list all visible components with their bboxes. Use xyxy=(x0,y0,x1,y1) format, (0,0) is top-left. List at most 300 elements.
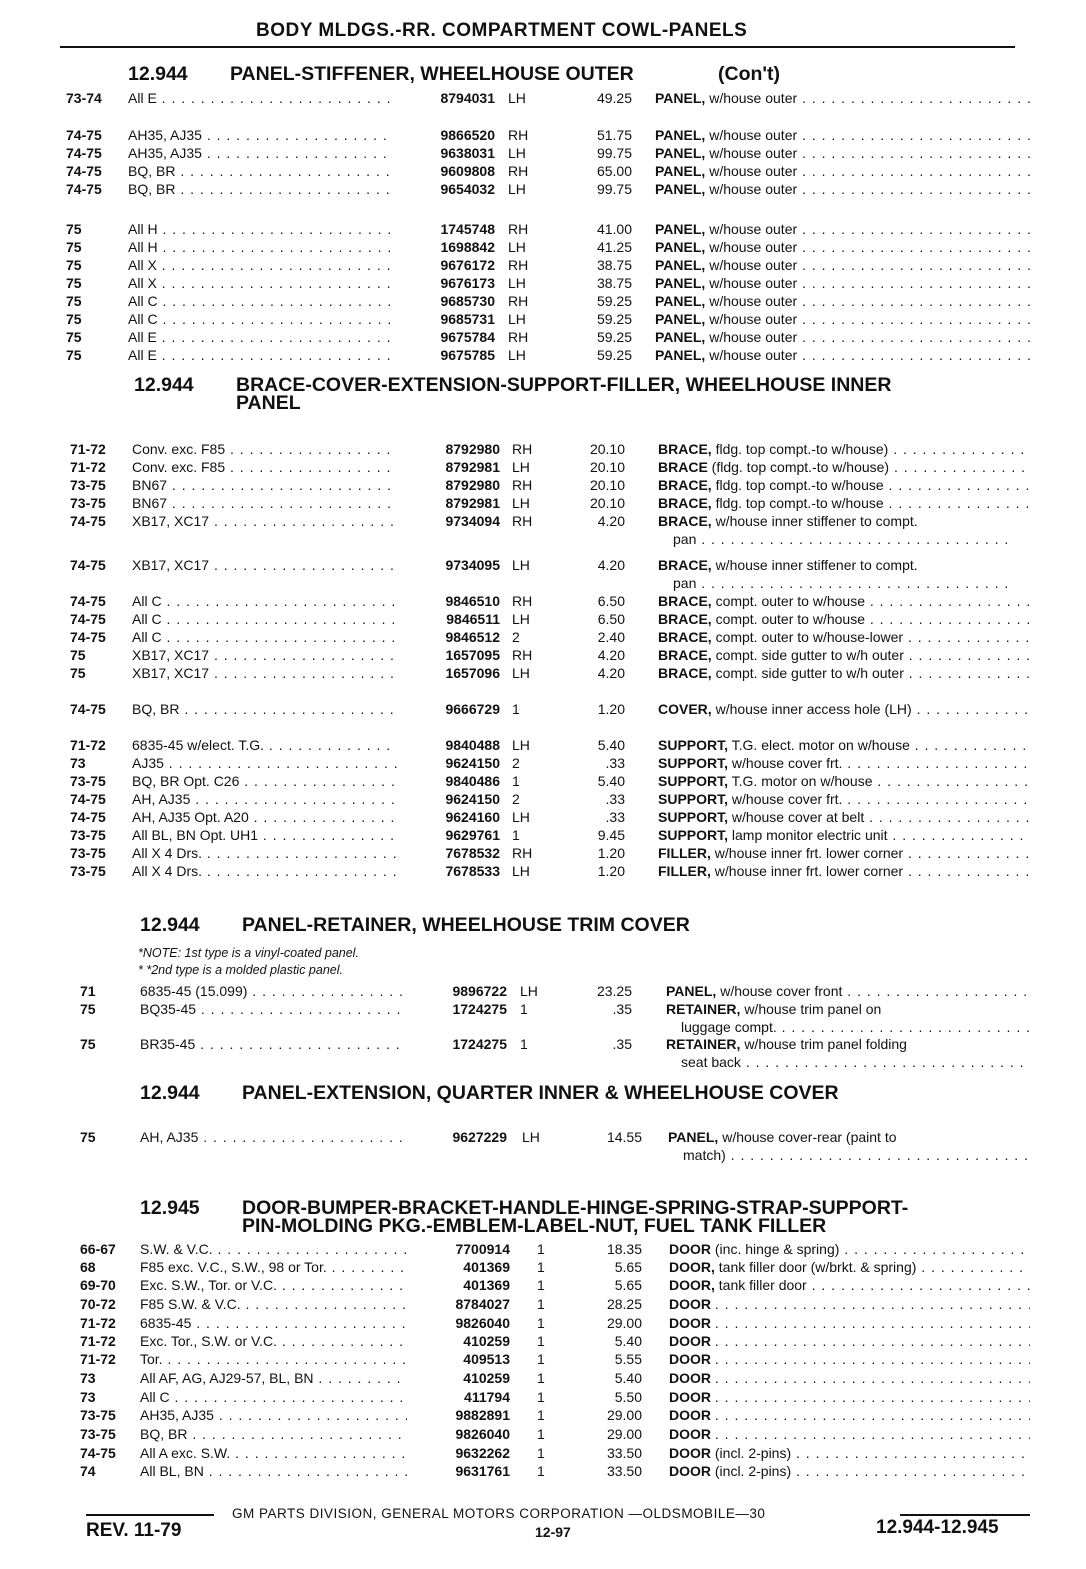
description-keyword: DOOR xyxy=(669,1426,711,1442)
description-text: compt. outer to w/house-lower . . . xyxy=(716,629,1030,645)
part-number: 9624160 xyxy=(445,809,500,825)
description-keyword: PANEL, xyxy=(655,257,706,273)
section-name: PANEL-RETAINER, WHEELHOUSE TRIM COVER xyxy=(242,914,690,936)
description-text: w/house outer . . . xyxy=(709,293,1030,309)
description-continuation: match) . . . xyxy=(683,1146,1030,1164)
model-year: 74-75 xyxy=(70,513,106,529)
part-number: 1657095 xyxy=(445,647,500,663)
quantity: LH xyxy=(508,311,526,327)
model-year: 74-75 xyxy=(66,181,102,197)
application: All E . . . xyxy=(128,328,392,346)
price: 51.75 xyxy=(596,127,632,143)
model-year: 71-72 xyxy=(70,441,106,457)
quantity: LH xyxy=(512,737,530,753)
description xyxy=(658,754,1030,772)
description xyxy=(655,292,1030,310)
description-keyword: PANEL, xyxy=(655,239,706,255)
description-text xyxy=(715,1370,1030,1386)
model-year: 73-75 xyxy=(70,845,106,861)
quantity: LH xyxy=(508,145,526,161)
description xyxy=(658,700,1030,718)
quantity: 1 xyxy=(520,1036,528,1052)
description-keyword: SUPPORT, xyxy=(658,827,729,843)
part-number: 1724275 xyxy=(452,1036,507,1052)
model-year: 74-75 xyxy=(70,809,106,825)
application: BQ, BR Opt. C26 . . . xyxy=(132,772,397,790)
quantity: LH xyxy=(512,459,530,475)
application: All C . . . xyxy=(128,292,392,310)
description xyxy=(655,238,1030,256)
description-keyword: DOOR xyxy=(669,1241,711,1257)
model-year: 74-75 xyxy=(70,593,106,609)
price: 28.25 xyxy=(606,1296,642,1312)
part-number: 9629761 xyxy=(445,827,500,843)
description-keyword: DOOR xyxy=(669,1407,711,1423)
description-keyword: BRACE, xyxy=(658,593,712,609)
page-title: BODY MLDGS.-RR. COMPARTMENT COWL-PANELS xyxy=(256,20,748,41)
application: All X 4 Drs. . . . xyxy=(132,844,397,862)
application: All H . . . xyxy=(128,238,392,256)
model-year: 74-75 xyxy=(70,557,106,573)
part-number: 9609808 xyxy=(440,163,495,179)
section-number: 12.944 xyxy=(134,374,194,396)
price: 5.40 xyxy=(597,773,625,789)
quantity: LH xyxy=(508,90,526,106)
description-keyword: PANEL, xyxy=(655,329,706,345)
part-number: 9685730 xyxy=(440,293,495,309)
price: 20.10 xyxy=(589,477,625,493)
model-year: 74-75 xyxy=(66,163,102,179)
quantity: LH xyxy=(512,495,530,511)
quantity: RH xyxy=(508,293,529,309)
part-number: 409513 xyxy=(463,1351,510,1367)
part-number: 9676173 xyxy=(440,275,495,291)
quantity: LH xyxy=(512,665,530,681)
description-text: w/house inner stiffener to compt. xyxy=(715,557,918,573)
part-number: 7700914 xyxy=(455,1241,510,1257)
description xyxy=(658,556,1030,574)
price: 4.20 xyxy=(597,513,625,529)
application: Conv. exc. F85 . . . xyxy=(132,458,397,476)
description-keyword: DOOR xyxy=(669,1351,711,1367)
description-keyword: BRACE, xyxy=(658,513,712,529)
part-number: 9666729 xyxy=(445,701,500,717)
model-year: 73-75 xyxy=(70,477,106,493)
price: 99.75 xyxy=(596,181,632,197)
part-number: 8792980 xyxy=(445,477,500,493)
application: AH35, AJ35 . . . xyxy=(140,1406,407,1424)
price: 29.00 xyxy=(606,1407,642,1423)
application: All X . . . xyxy=(128,256,392,274)
section-name: PANEL-EXTENSION, QUARTER INNER & WHEELHOUSE COVER xyxy=(242,1082,839,1104)
part-number: 411794 xyxy=(464,1389,510,1405)
quantity: 1 xyxy=(537,1259,545,1275)
part-number: 7678532 xyxy=(445,845,500,861)
model-year: 73-75 xyxy=(70,827,106,843)
description-text xyxy=(715,1389,1030,1405)
description-text: (incl. 2-pins) . . . xyxy=(715,1445,1030,1461)
price: 33.50 xyxy=(606,1445,642,1461)
quantity: LH xyxy=(508,347,526,363)
description-text: T.G. elect. motor on w/house . . . xyxy=(732,737,1030,753)
application: All C . . . xyxy=(140,1388,407,1406)
model-year: 75 xyxy=(80,1001,96,1017)
quantity: RH xyxy=(512,593,533,609)
part-number: 9882891 xyxy=(455,1407,510,1423)
description-keyword: SUPPORT, xyxy=(658,791,729,807)
description-keyword: DOOR xyxy=(669,1296,711,1312)
description-keyword: DOOR, xyxy=(669,1277,715,1293)
description xyxy=(655,180,1030,198)
description-keyword: DOOR xyxy=(669,1389,711,1405)
quantity: LH xyxy=(520,983,538,999)
application: Exc. S.W., Tor. or V.C. . . . xyxy=(140,1276,407,1294)
application: All X . . . xyxy=(128,274,392,292)
description-keyword: DOOR xyxy=(669,1315,711,1331)
price: 5.65 xyxy=(614,1259,642,1275)
price: 65.00 xyxy=(596,163,632,179)
description-text xyxy=(715,1296,1030,1312)
description-text: (fldg. top compt.-to w/house) . . . xyxy=(712,459,1030,475)
description-text: w/house outer . . . xyxy=(709,181,1030,197)
footer-rule-left xyxy=(86,1514,214,1516)
quantity: 1 xyxy=(512,701,520,717)
description-keyword: FILLER, xyxy=(658,845,711,861)
quantity: LH xyxy=(508,275,526,291)
description xyxy=(655,144,1030,162)
model-year: 73-75 xyxy=(70,773,106,789)
description xyxy=(655,274,1030,292)
model-year: 74 xyxy=(80,1463,96,1479)
application: AH35, AJ35 . . . xyxy=(128,144,392,162)
description xyxy=(668,1128,1030,1146)
part-number: 9627229 xyxy=(452,1129,507,1145)
model-year: 66-67 xyxy=(80,1241,116,1257)
description xyxy=(658,592,1030,610)
application: All C . . . xyxy=(132,592,397,610)
part-number: 8784027 xyxy=(455,1296,510,1312)
model-year: 75 xyxy=(70,665,86,681)
quantity: LH xyxy=(512,557,530,573)
model-year: 75 xyxy=(66,293,82,309)
price: 20.10 xyxy=(589,441,625,457)
part-number: 401369 xyxy=(463,1277,510,1293)
application: 6835-45 (15.099) . . . xyxy=(140,982,404,1000)
description-keyword: DOOR, xyxy=(669,1259,715,1275)
description-keyword: DOOR xyxy=(669,1463,711,1479)
description-text: w/house outer . . . xyxy=(709,329,1030,345)
part-number: 410259 xyxy=(463,1370,510,1386)
description-text: w/house cover-rear (paint to xyxy=(722,1129,897,1145)
model-year: 68 xyxy=(80,1259,96,1275)
model-year: 73-74 xyxy=(66,90,102,106)
price: 14.55 xyxy=(606,1129,642,1145)
description-text: w/house trim panel on xyxy=(744,1001,882,1017)
model-year: 74-75 xyxy=(70,629,106,645)
application: All H . . . xyxy=(128,220,392,238)
model-year: 75 xyxy=(66,239,82,255)
quantity: 2 xyxy=(512,629,520,645)
section-note: *NOTE: 1st type is a vinyl-coated panel. xyxy=(138,946,359,960)
application: All X 4 Drs. . . . xyxy=(132,862,397,880)
price: 5.50 xyxy=(614,1389,642,1405)
model-year: 73-75 xyxy=(80,1407,116,1423)
application: All C . . . xyxy=(128,310,392,328)
model-year: 74-75 xyxy=(80,1445,116,1461)
application: AH, AJ35 . . . xyxy=(132,790,397,808)
price: 99.75 xyxy=(596,145,632,161)
quantity: LH xyxy=(522,1129,540,1145)
description-text xyxy=(715,1407,1030,1423)
price: 4.20 xyxy=(597,647,625,663)
description-text: w/house outer . . . xyxy=(709,127,1030,143)
description xyxy=(655,220,1030,238)
description-keyword: SUPPORT, xyxy=(658,809,729,825)
footer-rule-right xyxy=(900,1514,1030,1516)
description xyxy=(658,628,1030,646)
description-text xyxy=(715,1333,1030,1349)
application: XB17, XC17 . . . xyxy=(132,664,397,682)
application: BQ, BR . . . xyxy=(140,1425,407,1443)
part-number: 9866520 xyxy=(440,127,495,143)
description-continuation: pan . . . xyxy=(673,574,1030,592)
description-keyword: BRACE, xyxy=(658,477,712,493)
description-continuation: pan . . . xyxy=(673,530,1030,548)
application: BQ, BR . . . xyxy=(128,180,392,198)
model-year: 73-75 xyxy=(70,495,106,511)
description-text: w/house outer . . . xyxy=(709,239,1030,255)
model-year: 75 xyxy=(80,1036,96,1052)
quantity: 1 xyxy=(537,1333,545,1349)
description xyxy=(666,1035,1030,1053)
price: 23.25 xyxy=(596,983,632,999)
price: 2.40 xyxy=(597,629,625,645)
price: 20.10 xyxy=(589,459,625,475)
part-number: 1745748 xyxy=(440,221,495,237)
quantity: LH xyxy=(508,239,526,255)
section-name: PANEL-STIFFENER, WHEELHOUSE OUTER xyxy=(230,63,634,85)
price: .33 xyxy=(605,809,625,825)
section-continued: (Con't) xyxy=(718,63,781,85)
description-keyword: BRACE, xyxy=(658,647,712,663)
quantity: 2 xyxy=(512,755,520,771)
price: 5.40 xyxy=(597,737,625,753)
model-year: 75 xyxy=(80,1129,96,1145)
description-keyword: DOOR xyxy=(669,1370,711,1386)
description-keyword: RETAINER, xyxy=(666,1001,741,1017)
description xyxy=(669,1258,1030,1276)
part-number: 1698842 xyxy=(440,239,495,255)
description-keyword: FILLER, xyxy=(658,863,711,879)
model-year: 74-75 xyxy=(66,127,102,143)
model-year: 75 xyxy=(66,221,82,237)
description xyxy=(669,1276,1030,1294)
quantity: RH xyxy=(508,329,529,345)
description xyxy=(658,458,1030,476)
quantity: 1 xyxy=(537,1351,545,1367)
quantity: 1 xyxy=(537,1296,545,1312)
application: 6835-45 w/elect. T.G. . . . xyxy=(132,736,397,754)
description-text: fldg. top compt.-to w/house) . . . xyxy=(716,441,1030,457)
quantity: 1 xyxy=(537,1241,545,1257)
description xyxy=(655,126,1030,144)
part-number: 8794031 xyxy=(440,90,495,106)
description-keyword: PANEL, xyxy=(655,347,706,363)
application: XB17, XC17 . . . xyxy=(132,556,397,574)
part-number: 9638031 xyxy=(440,145,495,161)
quantity: 1 xyxy=(537,1389,545,1405)
model-year: 75 xyxy=(70,647,86,663)
model-year: 73-75 xyxy=(70,863,106,879)
application: All AF, AG, AJ29-57, BL, BN . . . xyxy=(140,1369,407,1387)
price: 18.35 xyxy=(606,1241,642,1257)
model-year: 74-75 xyxy=(66,145,102,161)
description-keyword: BRACE, xyxy=(658,557,712,573)
application: S.W. & V.C. . . . xyxy=(140,1240,407,1258)
description-continuation: seat back . . . xyxy=(681,1053,1030,1071)
part-number: 8792981 xyxy=(445,495,500,511)
application: BN67 . . . xyxy=(132,494,397,512)
quantity: 1 xyxy=(512,773,520,789)
part-number: 7678533 xyxy=(445,863,500,879)
part-number: 9826040 xyxy=(455,1426,510,1442)
section-number: 12.944 xyxy=(128,63,188,85)
description-keyword: PANEL, xyxy=(655,221,706,237)
description-keyword: RETAINER, xyxy=(666,1036,741,1052)
application: F85 S.W. & V.C. . . . xyxy=(140,1295,407,1313)
model-year: 73 xyxy=(70,755,86,771)
description-keyword: COVER, xyxy=(658,701,712,717)
model-year: 74-75 xyxy=(70,791,106,807)
description xyxy=(658,790,1030,808)
application: All C . . . xyxy=(132,610,397,628)
application: Conv. exc. F85 . . . xyxy=(132,440,397,458)
description-text: lamp monitor electric unit . . . xyxy=(732,827,1030,843)
application: AH, AJ35 . . . xyxy=(140,1128,404,1146)
application: BQ, BR . . . xyxy=(132,700,397,718)
model-year: 71-72 xyxy=(80,1333,116,1349)
description-text: fldg. top compt.-to w/house . . . xyxy=(716,477,1030,493)
price: 5.40 xyxy=(614,1370,642,1386)
description-text: w/house outer . . . xyxy=(709,347,1030,363)
description xyxy=(658,610,1030,628)
description xyxy=(669,1369,1030,1387)
description xyxy=(658,440,1030,458)
price: 9.45 xyxy=(597,827,625,843)
description xyxy=(666,1000,1030,1018)
price: 59.25 xyxy=(596,311,632,327)
quantity: LH xyxy=(508,181,526,197)
application: All BL, BN . . . xyxy=(140,1462,407,1480)
price: .33 xyxy=(605,791,625,807)
quantity: RH xyxy=(508,127,529,143)
quantity: 1 xyxy=(537,1426,545,1442)
description-keyword: PANEL, xyxy=(655,90,706,106)
description-text: w/house cover frt. . . . xyxy=(732,755,1030,771)
description xyxy=(669,1388,1030,1406)
description xyxy=(669,1462,1030,1480)
part-number: 9846511 xyxy=(446,611,500,627)
description-text: T.G. motor on w/house . . . xyxy=(732,773,1030,789)
description-keyword: BRACE, xyxy=(658,495,712,511)
application: All E . . . xyxy=(128,346,392,364)
section-number: 12.944 xyxy=(140,914,200,936)
description-text: w/house outer . . . xyxy=(709,257,1030,273)
description-text: w/house inner frt. lower corner . . . xyxy=(715,863,1030,879)
description-text: w/house inner stiffener to compt. xyxy=(715,513,918,529)
page-header xyxy=(60,18,1015,48)
application: XB17, XC17 . . . xyxy=(132,512,397,530)
description xyxy=(658,862,1030,880)
quantity: RH xyxy=(512,513,533,529)
description-text: w/house cover front . . . xyxy=(720,983,1030,999)
part-number: 9676172 xyxy=(440,257,495,273)
part-number: 9654032 xyxy=(440,181,495,197)
price: 59.25 xyxy=(596,329,632,345)
section-number: 12.944 xyxy=(140,1082,200,1104)
description-keyword: PANEL, xyxy=(655,293,706,309)
description xyxy=(669,1295,1030,1313)
price: 33.50 xyxy=(606,1463,642,1479)
part-number: 410259 xyxy=(463,1333,510,1349)
description xyxy=(655,162,1030,180)
description-text: tank filler door . . . xyxy=(719,1277,1030,1293)
price: 29.00 xyxy=(606,1426,642,1442)
description xyxy=(666,982,1030,1000)
description-keyword: PANEL, xyxy=(666,983,717,999)
description xyxy=(669,1332,1030,1350)
model-year: 69-70 xyxy=(80,1277,116,1293)
price: 5.65 xyxy=(614,1277,642,1293)
description-text: compt. outer to w/house . . . xyxy=(716,611,1030,627)
model-year: 75 xyxy=(66,329,82,345)
part-number: 9675785 xyxy=(440,347,495,363)
description-keyword: PANEL, xyxy=(655,181,706,197)
description xyxy=(658,494,1030,512)
section-name-line2: PANEL xyxy=(236,392,301,414)
quantity: 1 xyxy=(520,1001,528,1017)
price: 41.00 xyxy=(596,221,632,237)
description-text: w/house outer . . . xyxy=(709,145,1030,161)
application: BR35-45 . . . xyxy=(140,1035,404,1053)
quantity: RH xyxy=(512,477,533,493)
description-keyword: BRACE, xyxy=(658,441,712,457)
description-text xyxy=(715,1426,1030,1442)
description xyxy=(669,1240,1030,1258)
description xyxy=(658,736,1030,754)
price: .35 xyxy=(612,1001,632,1017)
price: 6.50 xyxy=(597,611,625,627)
description-keyword: SUPPORT, xyxy=(658,773,729,789)
quantity: LH xyxy=(512,611,530,627)
description xyxy=(658,826,1030,844)
part-number: 9675784 xyxy=(440,329,495,345)
description-text: w/house outer . . . xyxy=(709,221,1030,237)
part-number: 9624150 xyxy=(445,755,500,771)
part-number: 1657096 xyxy=(445,665,500,681)
part-number: 1724275 xyxy=(452,1001,507,1017)
description-text xyxy=(715,1351,1030,1367)
description-text: fldg. top compt.-to w/house . . . xyxy=(716,495,1030,511)
price: 1.20 xyxy=(597,863,625,879)
description-text: compt. side gutter to w/h outer . . . xyxy=(716,647,1030,663)
application: AJ35 . . . xyxy=(132,754,397,772)
section-name: BRACE-COVER-EXTENSION-SUPPORT-FILLER, WHEELHOUSE INNER xyxy=(236,374,892,396)
quantity: 1 xyxy=(537,1463,545,1479)
quantity: LH xyxy=(512,863,530,879)
footer-division: GM PARTS DIVISION, GENERAL MOTORS CORPORATION —OLDSMOBILE—30 xyxy=(232,1506,766,1521)
model-year: 73 xyxy=(80,1389,96,1405)
